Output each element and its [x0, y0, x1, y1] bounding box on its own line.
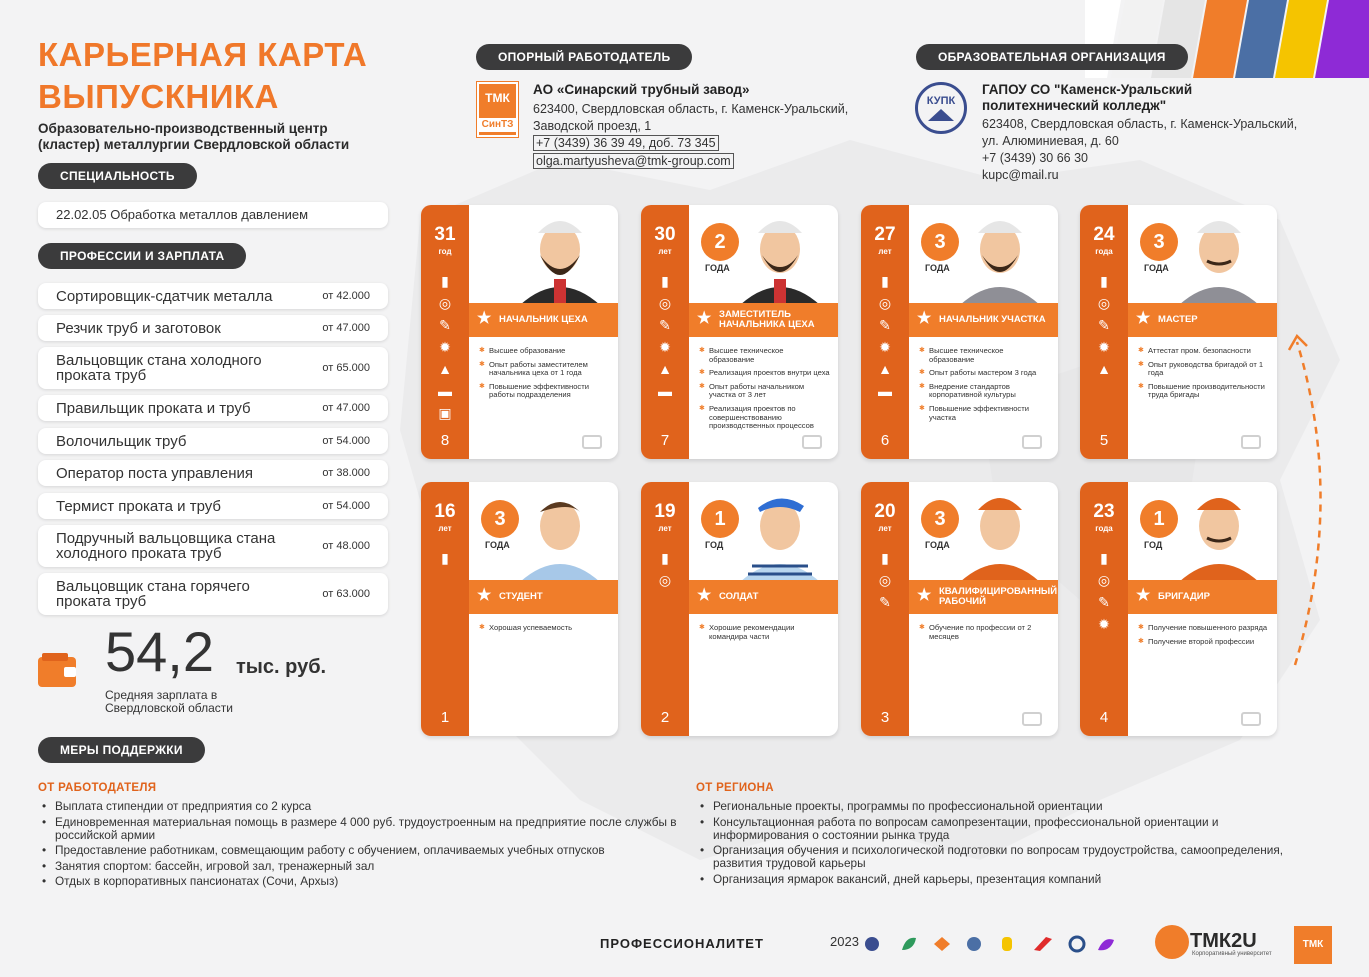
profession-name: Вальцовщик стана горячего проката труб	[56, 578, 250, 610]
card-role-band	[689, 303, 838, 337]
salary-value: 54,2	[105, 620, 214, 683]
employer-phone	[533, 135, 893, 152]
wrench-icon: ✎	[659, 317, 671, 333]
card-role-band	[469, 303, 618, 337]
profession-salary: от 38.000	[322, 467, 370, 479]
star-icon: ★	[917, 587, 932, 604]
region-support-list	[696, 800, 1306, 888]
target-icon: ◎	[658, 572, 672, 588]
card-index: 6	[880, 432, 890, 449]
soldier-illustration	[730, 486, 830, 582]
card-age-unit: лет	[658, 524, 672, 533]
employer-address1: 623400, Свердловская область, г. Каменск-Уральский,	[533, 102, 849, 116]
wrench-icon: ✎	[879, 317, 891, 333]
target-icon: ◎	[1097, 295, 1111, 311]
card-age: 24	[1093, 224, 1115, 245]
helmet-icon: ▲	[878, 361, 892, 377]
support-item: • Единовременная материальная помощь в размере 4 000 руб. трудоустроенным на предприятие после службы в российской армии	[38, 816, 678, 842]
tmk-logo: ТМК	[1294, 926, 1332, 964]
target-icon: ◎	[878, 572, 892, 588]
card-requirement: ✱ Внедрение стандартов корпоративной культуры	[919, 383, 1050, 400]
profession-row	[38, 315, 388, 341]
card-age: 30	[654, 224, 676, 245]
card-requirement: ✱ Получение второй профессии	[1138, 638, 1269, 647]
card-role-band	[469, 580, 618, 614]
profession-name: Волочильщик труб	[56, 432, 187, 450]
target-icon: ◎	[878, 295, 892, 311]
card-age-unit: лет	[438, 524, 452, 533]
specialty-heading: СПЕЦИАЛЬНОСТЬ	[38, 163, 197, 189]
card-duration-unit: ГОДА	[705, 263, 730, 273]
career-card-7	[641, 205, 838, 459]
profession-salary: от 47.000	[322, 322, 370, 334]
profession-row	[38, 347, 388, 389]
worker-illustration	[730, 209, 830, 305]
edu-heading: ОБРАЗОВАТЕЛЬНАЯ ОРГАНИЗАЦИЯ	[916, 44, 1188, 70]
salary-caption-line1: Средняя зарплата в	[105, 688, 218, 702]
card-requirement: ✱ Опыт работы начальником участка от 3 лет	[699, 383, 830, 400]
card-index: 7	[660, 432, 670, 449]
card-requirement: ✱ Опыт руководства бригадой от 1 года	[1138, 361, 1269, 378]
card-age: 19	[654, 501, 676, 522]
profession-name: Термист проката и труб	[56, 497, 222, 515]
pipe-icon: ▬	[438, 383, 452, 399]
tmk2u-logo: ТМК2U	[1190, 930, 1257, 952]
support-item: • Предоставление работникам, совмещающим работу с обучением, оплачиваемых учебных отпусков	[38, 844, 678, 857]
book-icon: ▮	[661, 273, 669, 289]
profession-row	[38, 428, 388, 454]
card-index: 2	[660, 709, 670, 726]
card-requirements	[1138, 624, 1269, 651]
card-duration-unit: ГОДА	[925, 540, 950, 550]
card-duration-unit: ГОДА	[1144, 263, 1169, 273]
professions-heading: ПРОФЕССИИ И ЗАРПЛАТА	[38, 243, 246, 269]
salary-caption	[105, 689, 233, 715]
specialty-value: 22.02.05 Обработка металлов давлением	[38, 202, 388, 228]
pipe-icon: ▬	[878, 383, 892, 399]
profession-salary: от 54.000	[322, 500, 370, 512]
kupk-logo-mark	[926, 107, 956, 123]
card-duration-unit: ГОДА	[485, 540, 510, 550]
edu-email[interactable]: kupc@mail.ru	[982, 168, 1059, 182]
card-role-band	[909, 580, 1058, 614]
professionalitet-logo: ПРОФЕССИОНАЛИТЕТ	[600, 936, 764, 951]
card-duration: 3	[1140, 223, 1178, 261]
employer-support-title: ОТ РАБОТОДАТЕЛЯ	[38, 782, 157, 794]
subtitle-line2: (кластер) металлургии Свердловской области	[38, 137, 350, 152]
book-icon: ▮	[881, 273, 889, 289]
career-card-4	[1080, 482, 1277, 736]
card-requirement: ✱ Высшее техническое образование	[919, 347, 1050, 364]
gear-icon: ✹	[659, 339, 671, 355]
wallet-icon	[1241, 435, 1261, 449]
employer-email-link[interactable]: olga.martyusheva@tmk-group.com	[533, 153, 734, 169]
sintz-logo-top: ТМК	[485, 91, 510, 105]
card-role: СОЛДАТ	[719, 591, 759, 602]
star-icon: ★	[697, 310, 712, 327]
sintz-logo-bottom: СинТЗ	[479, 118, 516, 132]
star-icon: ★	[1136, 587, 1151, 604]
wallet-icon	[802, 435, 822, 449]
card-duration-unit: ГОДА	[925, 263, 950, 273]
book-icon: ▮	[1100, 273, 1108, 289]
edu-address1: 623408, Свердловская область, г. Каменск-Уральский,	[982, 117, 1298, 131]
support-item: • Занятия спортом: бассейн, игровой зал, тренажерный зал	[38, 860, 678, 873]
card-requirement: ✱ Аттестат пром. безопасности	[1138, 347, 1269, 356]
helmet-icon: ▲	[1097, 361, 1111, 377]
card-requirement: ✱ Опыт работы заместителем начальника цеха от 1 года	[479, 361, 610, 378]
profession-row	[38, 525, 388, 567]
title-line1: КАРЬЕРНАЯ КАРТА	[38, 36, 368, 73]
support-item: • Организация обучения и психологической подготовки по вопросам трудоустройства, самоопределения, развития трудовой карьеры	[696, 844, 1306, 870]
star-icon: ★	[697, 587, 712, 604]
edu-address2: ул. Алюминиевая, д. 60	[982, 134, 1119, 148]
star-icon: ★	[917, 310, 932, 327]
tmk2u-mark	[1155, 925, 1189, 959]
edu-name2: политехнический колледж"	[982, 98, 1167, 113]
card-age-unit: лет	[878, 247, 892, 256]
book-icon: ▮	[661, 550, 669, 566]
card-role: СТУДЕНТ	[499, 591, 543, 602]
card-duration: 2	[701, 223, 739, 261]
card-duration: 3	[921, 500, 959, 538]
profession-name: Подручный вальцовщика стана холодного проката труб	[56, 530, 276, 562]
card-role-band	[1128, 303, 1277, 337]
support-item: • Консультационная работа по вопросам самопрезентации, профессиональной ориентации и информирования о состоянии рынка труда	[696, 816, 1306, 842]
card-index: 5	[1099, 432, 1109, 449]
profession-name: Резчик труб и заготовок	[56, 319, 221, 337]
career-card-8	[421, 205, 618, 459]
wrench-icon: ✎	[439, 317, 451, 333]
star-icon: ★	[477, 310, 492, 327]
career-card-6	[861, 205, 1058, 459]
card-requirement: ✱ Хорошие рекомендации командира части	[699, 624, 830, 641]
progress-arrow	[1285, 330, 1345, 670]
card-age-unit: лет	[878, 524, 892, 533]
profession-salary: от 63.000	[322, 588, 370, 600]
worker-illustration	[950, 209, 1050, 305]
card-index: 1	[440, 709, 450, 726]
employer-support-list	[38, 800, 678, 891]
profession-name: Правильщик проката и труб	[56, 399, 251, 417]
career-card-2	[641, 482, 838, 736]
worker-illustration	[1169, 486, 1269, 582]
gear-icon: ✹	[1098, 339, 1110, 355]
student-illustration	[510, 486, 610, 582]
region-support-title: ОТ РЕГИОНА	[696, 782, 774, 794]
support-item: • Региональные проекты, программы по профессиональной ориентации	[696, 800, 1306, 813]
profession-salary: от 54.000	[322, 435, 370, 447]
edu-phone[interactable]: +7 (3439) 30 66 30	[982, 151, 1088, 165]
worker-illustration	[510, 209, 610, 305]
card-age: 31	[434, 224, 456, 245]
profession-salary: от 65.000	[322, 362, 370, 374]
gear-icon: ✹	[1098, 616, 1110, 632]
card-age: 16	[434, 501, 456, 522]
gear-icon: ✹	[439, 339, 451, 355]
profession-name: Оператор поста управления	[56, 464, 254, 482]
career-card-3	[861, 482, 1058, 736]
employer-heading: ОПОРНЫЙ РАБОТОДАТЕЛЬ	[476, 44, 692, 70]
card-age: 20	[874, 501, 896, 522]
card-age-unit: года	[1095, 247, 1113, 256]
book-icon: ▮	[1100, 550, 1108, 566]
wrench-icon: ✎	[1098, 594, 1110, 610]
worker-illustration	[1169, 209, 1269, 305]
card-requirement: ✱ Реализация проектов внутри цеха	[699, 369, 830, 378]
card-requirements	[699, 624, 830, 646]
card-requirement: ✱ Реализация проектов по совершенствованию производственных процессов	[699, 405, 830, 431]
wrench-icon: ✎	[879, 594, 891, 610]
card-age-unit: лет	[658, 247, 672, 256]
card-role: НАЧАЛЬНИК УЧАСТКА	[939, 314, 1046, 325]
profession-row	[38, 573, 388, 615]
support-item: • Организация ярмарок вакансий, дней карьеры, презентация компаний	[696, 873, 1306, 886]
profession-name: Вальцовщик стана холодного проката труб	[56, 352, 262, 384]
card-duration: 3	[921, 223, 959, 261]
employer-phone-link[interactable]: +7 (3439) 36 39 49, доб. 73 345	[533, 135, 719, 151]
card-duration: 1	[701, 500, 739, 538]
card-duration-unit: ГОД	[1144, 540, 1163, 550]
support-item: • Отдых в корпоративных пансионатах (Сочи, Архыз)	[38, 875, 678, 888]
kupk-logo-text: КУПК	[926, 95, 956, 107]
card-role: МАСТЕР	[1158, 314, 1198, 325]
card-role: КВАЛИФИЦИРОВАННЫЙ РАБОЧИЙ	[939, 586, 1058, 607]
wrench-icon: ✎	[1098, 317, 1110, 333]
tmk2u-subtitle: Корпоративный университет	[1192, 951, 1272, 957]
book-icon: ▮	[441, 550, 449, 566]
profession-row	[38, 283, 388, 309]
page-title	[38, 34, 458, 118]
target-icon: ◎	[1097, 572, 1111, 588]
edu-info	[982, 82, 1352, 184]
card-requirements	[919, 347, 1050, 427]
page-subtitle	[38, 121, 398, 153]
card-requirement: ✱ Повышение производительности труда бригады	[1138, 383, 1269, 400]
subtitle-line1: Образовательно-производственный центр	[38, 121, 328, 136]
card-duration-unit: ГОД	[705, 540, 724, 550]
career-card-5	[1080, 205, 1277, 459]
worker-illustration	[950, 486, 1050, 582]
card-requirement: ✱ Высшее техническое образование	[699, 347, 830, 364]
card-role-band	[689, 580, 838, 614]
salary-caption-line2: Свердловской области	[105, 701, 234, 715]
card-duration: 3	[481, 500, 519, 538]
card-role: НАЧАЛЬНИК ЦЕХА	[499, 314, 588, 325]
profession-salary: от 48.000	[322, 540, 370, 552]
card-role-band	[1128, 580, 1277, 614]
briefcase-icon: ▣	[438, 405, 452, 421]
card-age-unit: года	[1095, 524, 1113, 533]
card-requirements	[1138, 347, 1269, 405]
card-requirement: ✱ Высшее образование	[479, 347, 610, 356]
card-role-band	[909, 303, 1058, 337]
wallet-icon	[582, 435, 602, 449]
book-icon: ▮	[881, 550, 889, 566]
employer-info	[533, 82, 893, 170]
card-age-unit: год	[438, 247, 452, 256]
support-heading: МЕРЫ ПОДДЕРЖКИ	[38, 737, 205, 763]
wallet-icon	[1022, 712, 1042, 726]
employer-email	[533, 153, 893, 170]
employer-address2: Заводской проезд, 1	[533, 119, 652, 133]
card-requirements	[699, 347, 830, 436]
profession-row	[38, 460, 388, 486]
card-requirements	[479, 624, 610, 638]
employer-name: АО «Синарский трубный завод»	[533, 82, 750, 97]
card-duration: 1	[1140, 500, 1178, 538]
profession-name: Сортировщик-сдатчик металла	[56, 287, 273, 305]
star-icon: ★	[477, 587, 492, 604]
target-icon: ◎	[658, 295, 672, 311]
wallet-icon	[1241, 712, 1261, 726]
card-requirements	[479, 347, 610, 405]
card-index: 3	[880, 709, 890, 726]
book-icon: ▮	[441, 273, 449, 289]
card-age: 27	[874, 224, 896, 245]
card-requirements	[919, 624, 1050, 646]
wallet-icon	[1022, 435, 1042, 449]
card-role: ЗАМЕСТИТЕЛЬ НАЧАЛЬНИКА ЦЕХА	[719, 309, 815, 330]
card-requirement: ✱ Опыт работы мастером 3 года	[919, 369, 1050, 378]
edu-name1: ГАПОУ СО "Каменск-Уральский	[982, 82, 1193, 97]
profession-salary: от 47.000	[322, 402, 370, 414]
gear-icon: ✹	[879, 339, 891, 355]
card-requirement: ✱ Повышение эффективности участка	[919, 405, 1050, 422]
support-item: • Выплата стипендии от предприятия со 2 курса	[38, 800, 678, 813]
helmet-icon: ▲	[658, 361, 672, 377]
card-requirement: ✱ Хорошая успеваемость	[479, 624, 610, 633]
wallet-icon	[38, 653, 78, 687]
kupk-logo	[915, 82, 967, 134]
profession-row	[38, 493, 388, 519]
target-icon: ◎	[438, 295, 452, 311]
footer-year: 2023	[830, 934, 859, 949]
card-requirement: ✱ Повышение эффективности работы подразделения	[479, 383, 610, 400]
card-role: БРИГАДИР	[1158, 591, 1210, 602]
sintz-logo	[477, 82, 518, 137]
profession-salary: от 42.000	[322, 290, 370, 302]
card-index: 8	[440, 432, 450, 449]
card-index: 4	[1099, 709, 1109, 726]
title-line2: ВЫПУСКНИКА	[38, 78, 279, 115]
profession-row	[38, 395, 388, 421]
salary-unit: тыс. руб.	[236, 656, 327, 678]
card-requirement: ✱ Обучение по профессии от 2 месяцев	[919, 624, 1050, 641]
card-age: 23	[1093, 501, 1115, 522]
star-icon: ★	[1136, 310, 1151, 327]
helmet-icon: ▲	[438, 361, 452, 377]
career-card-1	[421, 482, 618, 736]
card-requirement: ✱ Получение повышенного разряда	[1138, 624, 1269, 633]
pipe-icon: ▬	[658, 383, 672, 399]
partner-icons	[862, 934, 1122, 954]
